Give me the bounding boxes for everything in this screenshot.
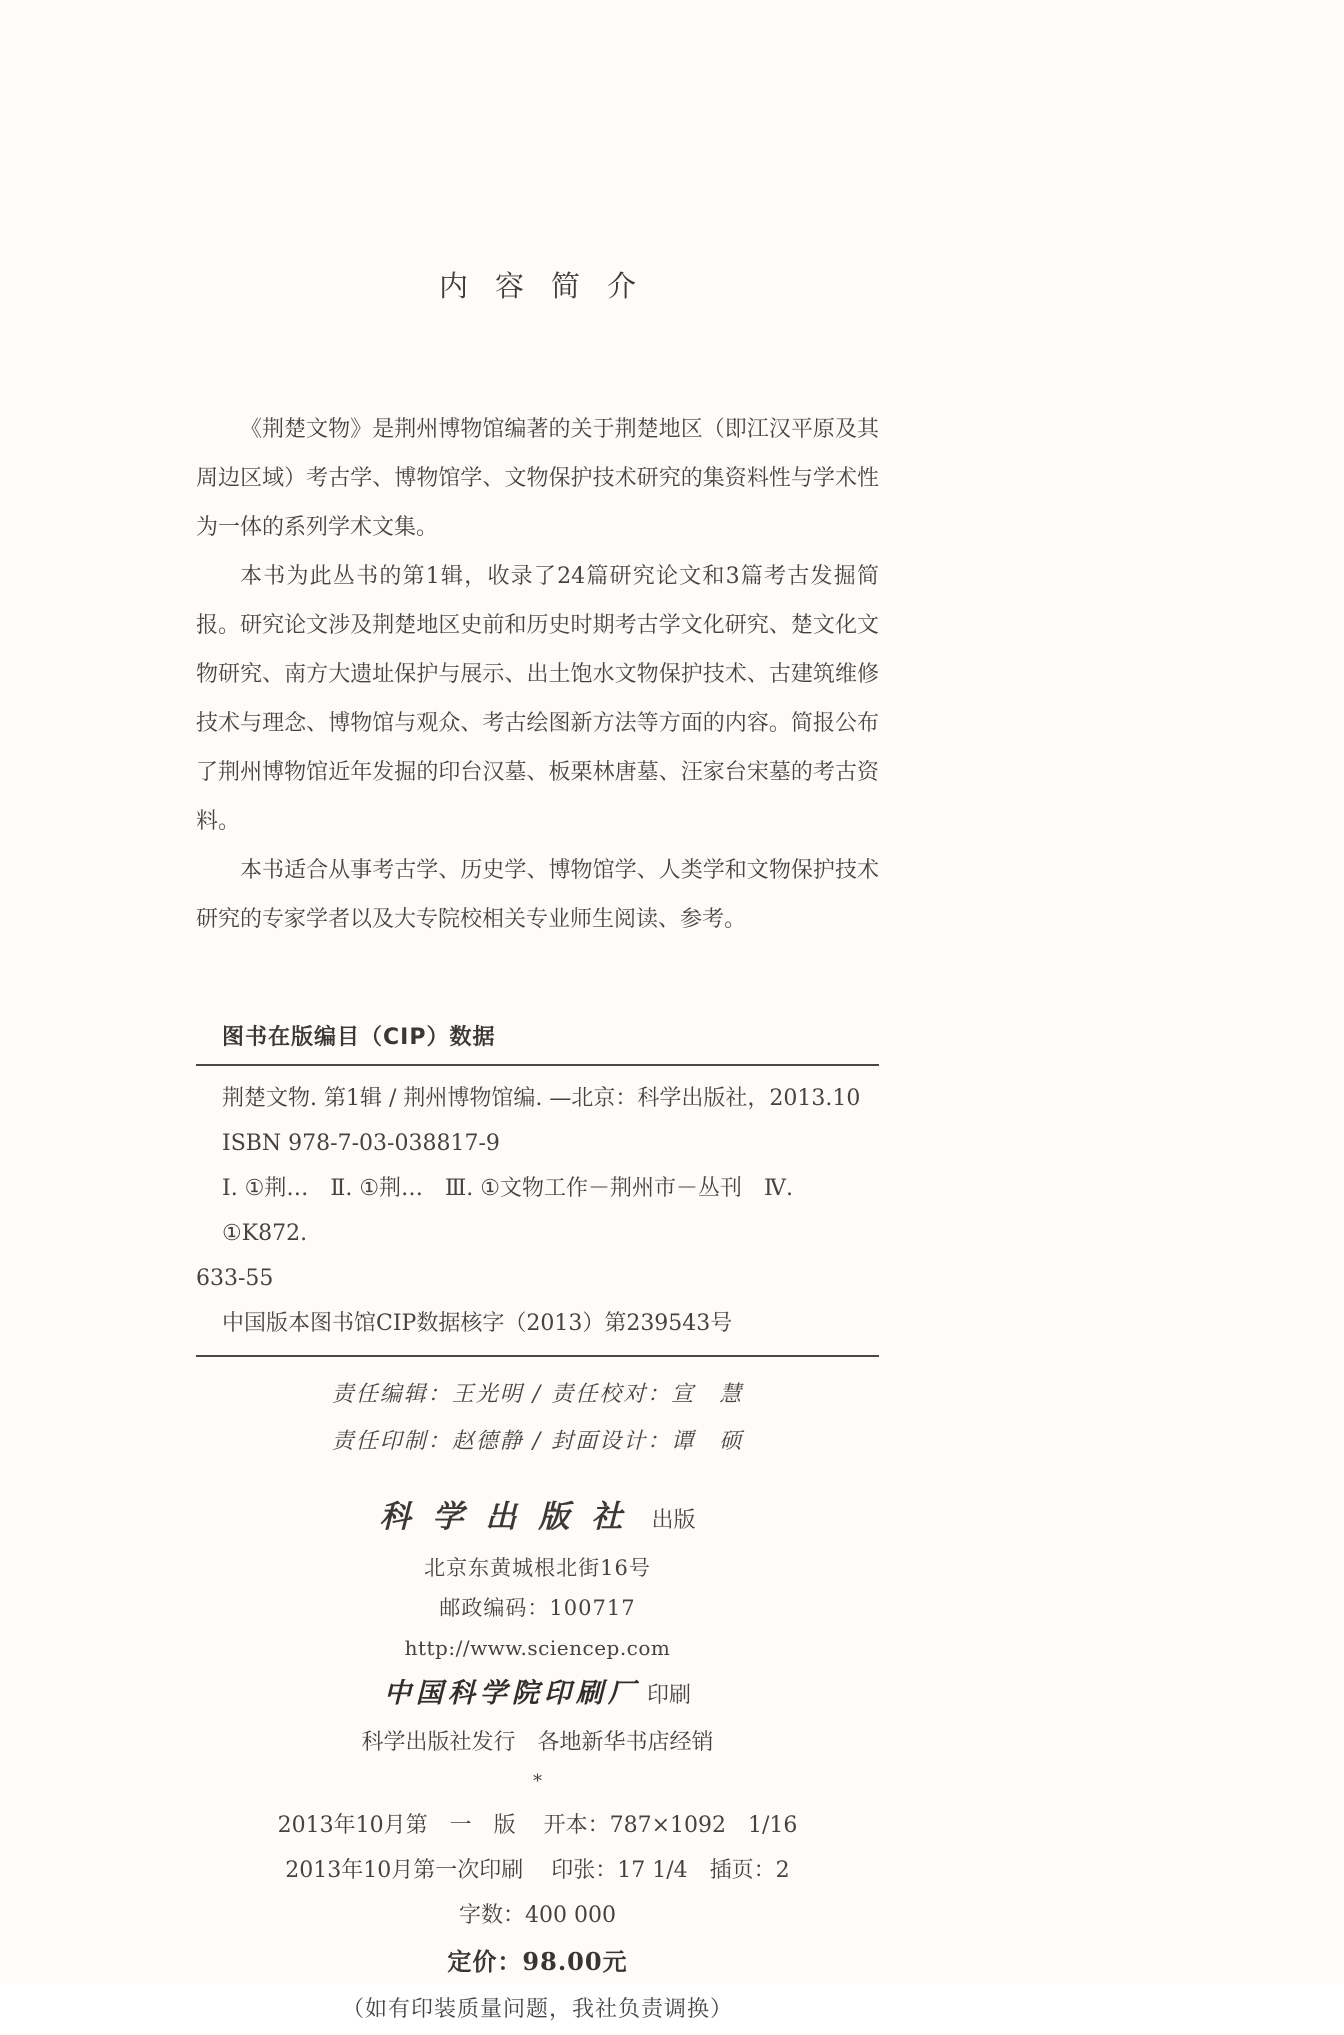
quality-note: （如有印装质量问题，我社负责调换）: [341, 1997, 733, 2022]
printer-logo-text: 中国科学院印刷厂: [383, 1678, 640, 1709]
sheet-count: 印张：17 1/4 插页：2: [551, 1858, 790, 1883]
word-count: 字数：400 000: [459, 1903, 616, 1928]
cip-line: Ⅰ. ①荆… Ⅱ. ①荆… Ⅲ. ①文物工作－荆州市－丛刊 Ⅳ. ①K872.: [222, 1176, 793, 1246]
page-title: 内容简介: [438, 269, 663, 303]
separator-star: *: [533, 1771, 542, 1792]
cip-line: 中国版本图书馆CIP数据核字（2013）第239543号: [222, 1311, 733, 1336]
divider: [196, 1064, 879, 1066]
publisher-address: 北京东黄城根北街16号: [424, 1556, 651, 1580]
cip-line: 633-55: [196, 1266, 274, 1291]
edition-date: 2013年10月第 一 版: [277, 1813, 516, 1838]
cip-line: ISBN 978-7-03-038817-9: [222, 1131, 500, 1156]
distribution-line: 科学出版社发行 各地新华书店经销: [361, 1730, 714, 1755]
printer-line: [196, 1670, 879, 1720]
printing-date: 2013年10月第一次印刷: [285, 1858, 524, 1883]
postal-code: 邮政编码：100717: [439, 1596, 636, 1620]
cip-data-section: [196, 1020, 879, 1357]
intro-paragraph: 本书为此丛书的第1辑，收录了24篇研究论文和3篇考古发掘简报。研究论文涉及荆楚地区史前和历史时期考古学文化研究、楚文化文物研究、南方大遗址保护与展示、出土饱水文物保护技术、古建筑维修技术与理念、博物馆与观众、考古绘图新方法等方面的内容。简报公布了荆州博物馆近年发掘的印台汉墓、板栗林唐墓、汪家台宋墓的考古资料。: [196, 564, 879, 834]
cip-heading: 图书在版编目（CIP）数据: [222, 1025, 496, 1050]
edition-row: [196, 1803, 879, 1848]
content-area: [196, 0, 879, 2035]
edition-row: [196, 1848, 879, 1893]
print-label: 印刷: [647, 1683, 692, 1708]
staff-credits: [196, 1371, 879, 1465]
divider: [196, 1355, 879, 1357]
format-spec: 开本：787×1092 1/16: [543, 1813, 798, 1838]
content-introduction: [196, 405, 879, 944]
cip-lines: [196, 1076, 879, 1346]
publisher-logo-text: 科学出版社: [379, 1499, 645, 1535]
cip-line: 荆楚文物. 第1辑 / 荆州博物馆编. —北京：科学出版社，2013.10: [222, 1086, 861, 1111]
publisher-line: [196, 1491, 879, 1548]
edition-info: [196, 1803, 879, 2035]
colophon: [196, 1491, 879, 1799]
publish-label: 出版: [651, 1508, 696, 1533]
intro-paragraph: 《荆楚文物》是荆州博物馆编著的关于荆楚地区（即江汉平原及其周边区域）考古学、博物馆学、文物保护技术研究的集资料性与学术性为一体的系列学术文集。: [196, 417, 879, 540]
website-url: http://www.sciencep.com: [404, 1636, 671, 1660]
staff-line: 责任印制：赵德静 / 封面设计：谭 硕: [331, 1429, 744, 1454]
staff-line: 责任编辑：王光明 / 责任校对：宣 慧: [331, 1382, 744, 1407]
intro-paragraph: 本书适合从事考古学、历史学、博物馆学、人类学和文物保护技术研究的专家学者以及大专院校相关专业师生阅读、参考。: [196, 858, 879, 932]
price: 定价：98.00元: [447, 1947, 628, 1976]
